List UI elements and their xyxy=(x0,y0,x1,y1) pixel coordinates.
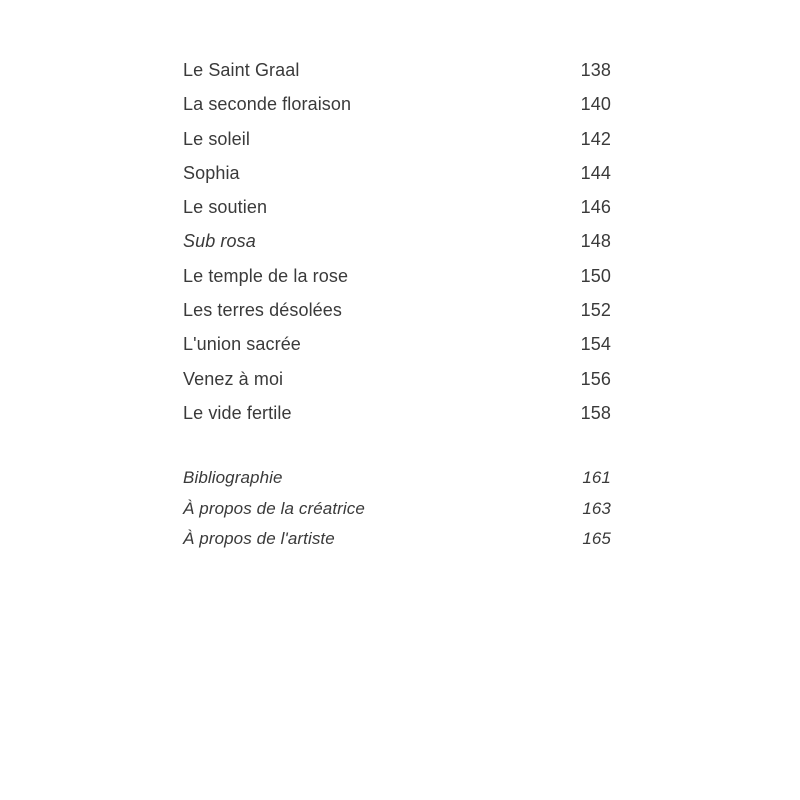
toc-entry-page: 156 xyxy=(580,368,611,389)
toc-entry-page: 146 xyxy=(580,197,611,218)
toc-entry-page: 158 xyxy=(580,402,611,423)
toc-entry-page: 140 xyxy=(580,94,611,115)
toc-entry-page: 148 xyxy=(580,231,611,252)
toc-entry[interactable] xyxy=(183,60,611,94)
toc-entry-title: Le vide fertile xyxy=(183,402,292,423)
back-matter-page: 161 xyxy=(582,468,611,487)
toc-entry-title: Sub rosa xyxy=(183,231,256,252)
table-of-contents xyxy=(183,60,611,437)
back-matter-entry[interactable] xyxy=(183,468,611,499)
back-matter-entry[interactable] xyxy=(183,499,611,530)
toc-entry[interactable] xyxy=(183,300,611,334)
back-matter-page: 165 xyxy=(582,529,611,548)
back-matter-entry[interactable] xyxy=(183,529,611,560)
toc-entry[interactable] xyxy=(183,266,611,300)
toc-entry-title: Les terres désolées xyxy=(183,300,342,321)
back-matter-title: Bibliographie xyxy=(183,468,283,487)
toc-entry[interactable] xyxy=(183,369,611,403)
toc-entry[interactable] xyxy=(183,163,611,197)
toc-entry-page: 142 xyxy=(580,128,611,149)
back-matter-contents xyxy=(183,468,611,560)
toc-entry[interactable] xyxy=(183,334,611,368)
toc-entry-title: La seconde floraison xyxy=(183,94,352,115)
toc-entry-title: L'union sacrée xyxy=(183,334,301,355)
toc-entry[interactable] xyxy=(183,403,611,437)
back-matter-title: À propos de l'artiste xyxy=(183,529,335,548)
toc-entry-page: 144 xyxy=(580,162,611,183)
toc-entry-title: Sophia xyxy=(183,162,240,183)
back-matter-title: À propos de la créatrice xyxy=(183,498,365,518)
toc-entry-title: Venez à moi xyxy=(183,368,284,389)
back-matter-page: 163 xyxy=(582,498,611,518)
toc-entry-page: 154 xyxy=(580,334,611,355)
toc-entry[interactable] xyxy=(183,129,611,163)
toc-entry-title: Le soutien xyxy=(183,197,268,218)
toc-entry[interactable] xyxy=(183,94,611,128)
toc-entry-title: Le temple de la rose xyxy=(183,265,349,286)
toc-entry-page: 138 xyxy=(580,60,611,80)
toc-entry[interactable] xyxy=(183,231,611,265)
toc-entry[interactable] xyxy=(183,197,611,231)
toc-entry-title: Le Saint Graal xyxy=(183,60,300,80)
toc-entry-page: 152 xyxy=(580,300,611,321)
toc-entry-title: Le soleil xyxy=(183,128,250,149)
toc-entry-page: 150 xyxy=(580,265,611,286)
